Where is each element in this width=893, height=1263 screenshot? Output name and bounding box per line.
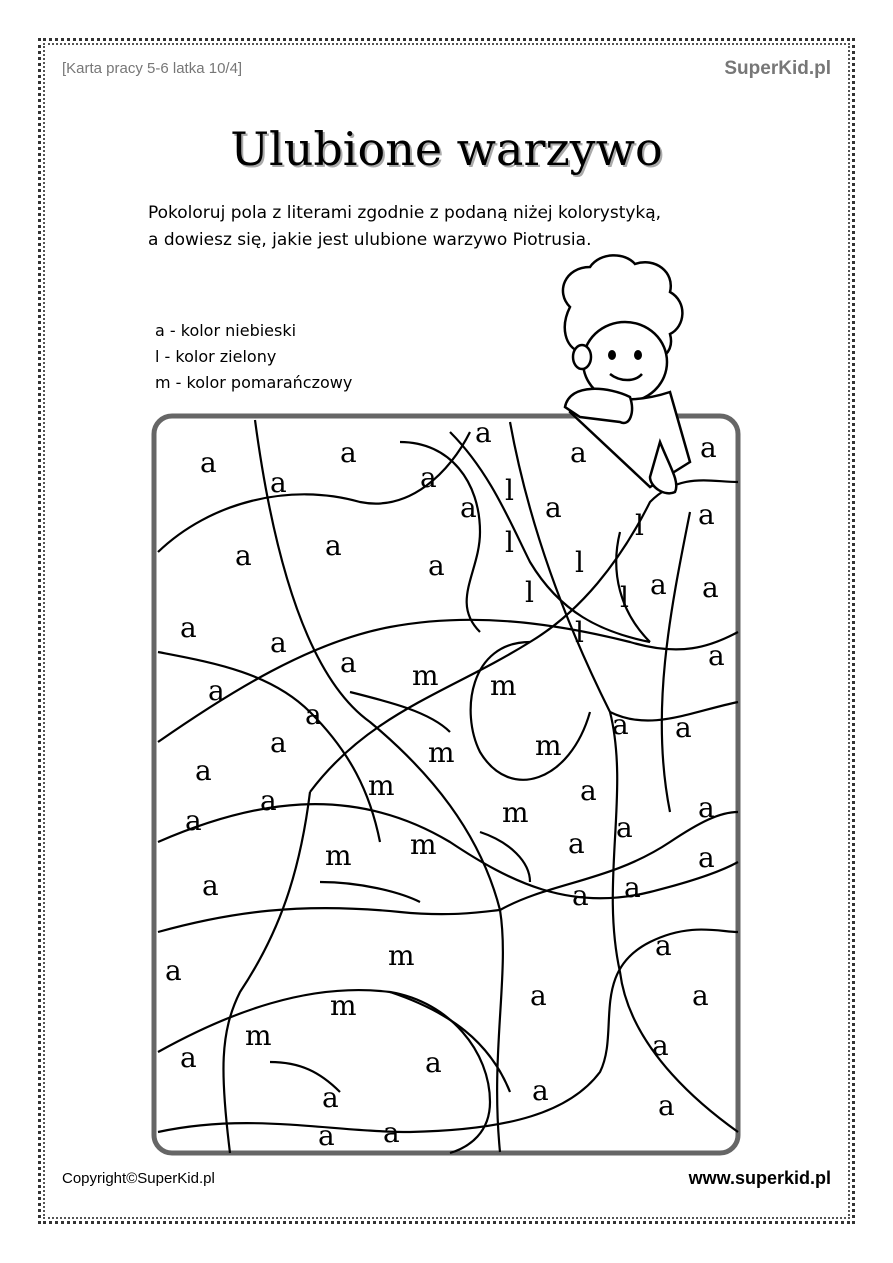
letter-m: m — [330, 989, 357, 1022]
legend-item-m: m - kolor pomarańczowy — [155, 373, 353, 392]
letter-a: a — [270, 726, 287, 759]
instructions-line-1: Pokoloruj pola z literami zgodnie z podaną niżej kolorystyką, — [148, 203, 662, 223]
puzzle-letters — [165, 416, 725, 1152]
puzzle-frame — [154, 416, 738, 1153]
letter-a: a — [650, 568, 667, 601]
letter-m: m — [368, 769, 395, 802]
letter-a: a — [616, 811, 633, 844]
letter-m: m — [410, 828, 437, 861]
letter-a: a — [185, 804, 202, 837]
letter-m: m — [245, 1019, 272, 1052]
letter-a: a — [612, 708, 629, 741]
letter-m: m — [502, 796, 529, 829]
letter-a: a — [383, 1116, 400, 1149]
letter-m: m — [490, 669, 517, 702]
letter-a: a — [325, 529, 342, 562]
letter-m: m — [412, 659, 439, 692]
letter-a: a — [322, 1081, 339, 1114]
page-title: Ulubione warzywo — [230, 122, 663, 176]
instructions-line-2: a dowiesz się, jakie jest ulubione warzywo Piotrusia. — [148, 230, 592, 250]
coloring-puzzle[interactable] — [150, 412, 742, 1157]
letter-a: a — [700, 431, 717, 464]
letter-l: l — [505, 474, 514, 507]
letter-a: a — [428, 549, 445, 582]
letter-a: a — [235, 539, 252, 572]
instructions — [148, 200, 788, 254]
letter-l: l — [620, 581, 629, 614]
letter-a: a — [702, 571, 719, 604]
website-link[interactable]: www.superkid.pl — [688, 1168, 831, 1188]
letter-a: a — [698, 791, 715, 824]
letter-a: a — [698, 841, 715, 874]
letter-l: l — [575, 546, 584, 579]
letter-a: a — [420, 461, 437, 494]
letter-a: a — [532, 1074, 549, 1107]
letter-a: a — [652, 1029, 669, 1062]
letter-a: a — [202, 869, 219, 902]
letter-m: m — [325, 839, 352, 872]
letter-l: l — [505, 526, 514, 559]
letter-a: a — [568, 827, 585, 860]
letter-a: a — [318, 1119, 335, 1152]
letter-a: a — [545, 491, 562, 524]
letter-l: l — [525, 576, 534, 609]
letter-a: a — [675, 711, 692, 744]
letter-m: m — [428, 736, 455, 769]
letter-a: a — [570, 436, 587, 469]
letter-a: a — [340, 646, 357, 679]
brand-label: SuperKid.pl — [724, 58, 831, 79]
letter-a: a — [305, 698, 322, 731]
letter-a: a — [165, 954, 182, 987]
letter-a: a — [270, 466, 287, 499]
copyright: Copyright©SuperKid.pl — [62, 1170, 215, 1187]
letter-l: l — [575, 616, 584, 649]
letter-a: a — [425, 1046, 442, 1079]
worksheet-label: [Karta pracy 5-6 latka 10/4] — [62, 60, 243, 77]
letter-a: a — [698, 498, 715, 531]
letter-a: a — [658, 1089, 675, 1122]
letter-a: a — [195, 754, 212, 787]
letter-a: a — [208, 674, 225, 707]
letter-a: a — [200, 446, 217, 479]
letter-a: a — [692, 979, 709, 1012]
legend-item-a: a - kolor niebieski — [155, 321, 297, 340]
letter-a: a — [708, 639, 725, 672]
letter-a: a — [460, 491, 477, 524]
letter-a: a — [624, 871, 641, 904]
letter-a: a — [340, 436, 357, 469]
letter-a: a — [270, 626, 287, 659]
letter-l: l — [635, 509, 644, 542]
color-legend — [155, 318, 352, 396]
letter-a: a — [530, 979, 547, 1012]
letter-a: a — [180, 1041, 197, 1074]
letter-a: a — [580, 774, 597, 807]
letter-m: m — [535, 729, 562, 762]
letter-m: m — [388, 939, 415, 972]
letter-a: a — [655, 929, 672, 962]
letter-a: a — [260, 784, 277, 817]
letter-a: a — [475, 416, 492, 449]
letter-a: a — [180, 611, 197, 644]
letter-a: a — [572, 879, 589, 912]
boy-illustration — [550, 252, 700, 497]
legend-item-l: l - kolor zielony — [155, 347, 277, 366]
